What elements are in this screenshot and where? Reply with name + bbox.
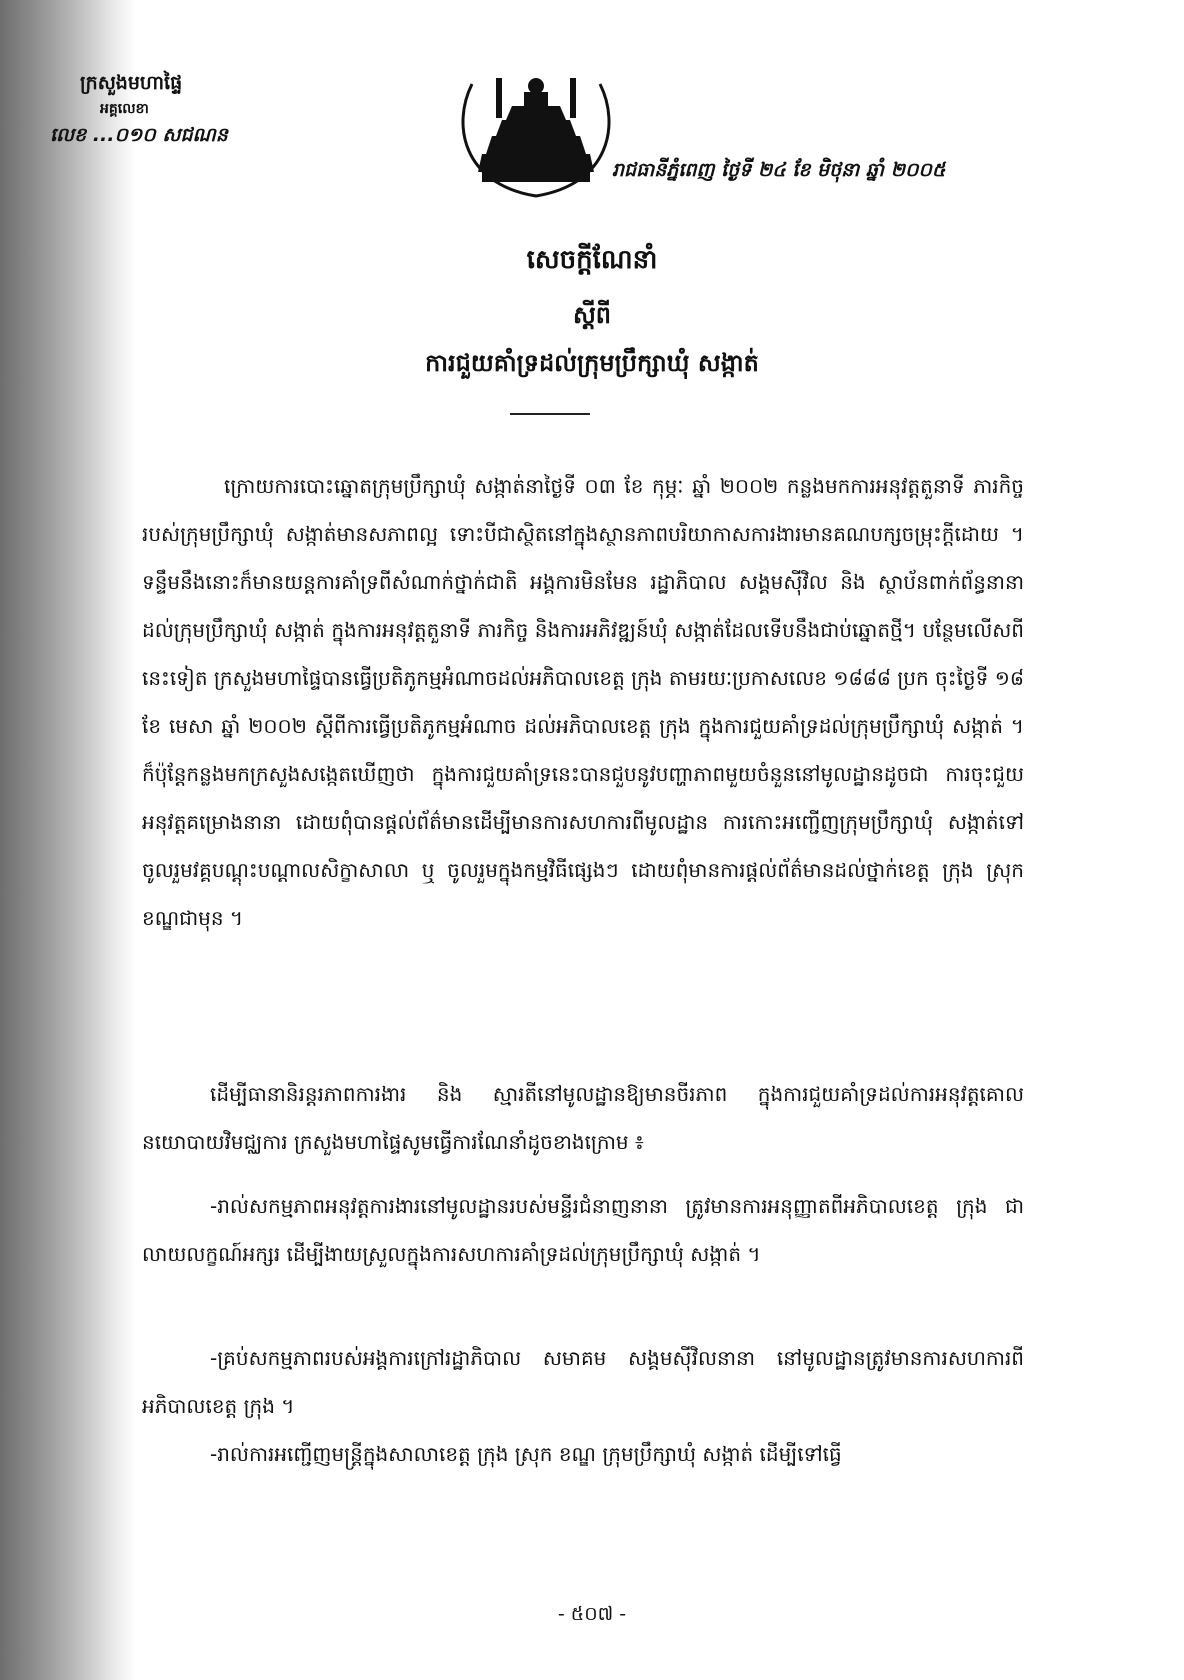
title-subject: ការជួយគាំទ្រដល់ក្រុមប្រឹក្សាឃុំ សង្កាត់ xyxy=(425,349,759,377)
ministry-name: ក្រសួងមហាផ្ទៃ xyxy=(80,72,183,94)
date-line: រាជធានីភ្នំពេញ ថ្ងៃទី ២៤ ខែ មិថុនា ឆ្នាំ ២០០៥ xyxy=(612,159,946,181)
page-number: - ៥០៧ - xyxy=(557,1603,627,1625)
document-title: សេចក្តីណែនាំ xyxy=(526,245,658,275)
instruction-item-1: -រាល់សកម្មភាពអនុវត្តការងារនៅមូលដ្ឋានរបស់មន្ទីរជំនាញនានា ត្រូវមានការអនុញ្ញាតពីអភិបាលខេត្ត ក្រុង ជាលាយលក្ខណ៍អក្សរ ដើម្បីងាយស្រួលក្នុងការសហការគាំទ្រដល់ក្រុមប្រឹក្សាឃុំ សង្កាត់ ។ xyxy=(142,1194,1024,1266)
instruction-item-3: -រាល់ការអញ្ជើញមន្ត្រីក្នុងសាលាខេត្ត ក្រុង ស្រុក ខណ្ឌ ក្រុមប្រឹក្សាឃុំ សង្កាត់ ដើម្បីទៅធ្វើ xyxy=(210,1442,842,1466)
title-subject-prefix: ស្តីពី xyxy=(572,301,612,329)
reference-number: លេខ ...០១០ សជណន xyxy=(50,124,228,146)
royal-emblem-icon xyxy=(452,64,620,206)
body-paragraph-1: ក្រោយការបោះឆ្នោតក្រុមប្រឹក្សាឃុំ សង្កាត់នាថ្ងៃទី ០៣ ខែ កុម្ភៈ ឆ្នាំ ២០០២ កន្លងមកការអនុវត្តតួនាទី ភារកិច្ច របស់ក្រុមប្រឹក្សាឃុំ សង្កាត់មានសភាពល្អ ទោះបីជាស្ថិតនៅក្នុងស្ថានភាពបរិយាកាសការងារមានគណបក្សចម្រុះក្តីដោយ ។ ទន្ទឹមនឹងនោះក៏មានយន្តការគាំទ្រពីសំណាក់ថ្នាក់ជាតិ អង្គការមិនមែន រដ្ឋាភិបាល សង្គមស៊ីវិល និង ស្ថាប័នពាក់ព័ន្ធនានា ដល់ក្រុមប្រឹក្សាឃុំ សង្កាត់ ក្នុងការអនុវត្តតួនាទី ភារកិច្ច និងការអភិវឌ្ឍន៍ឃុំ សង្កាត់ដែលទើបនឹងជាប់ឆ្នោតថ្មី។ បន្ថែមលើសពីនេះទៀត ក្រសួងមហាផ្ទៃបានធ្វើប្រតិភូកម្មអំណាចដល់អភិបាលខេត្ត ក្រុង តាមរយៈប្រកាសលេខ ១៨៨៨ ប្រក ចុះថ្ងៃទី ១៨ ខែ មេសា ឆ្នាំ ២០០២ ស្តីពីការធ្វើប្រតិភូកម្មអំណាច ដល់អភិបាលខេត្ត ក្រុង ក្នុងការជួយគាំទ្រដល់ក្រុមប្រឹក្សាឃុំ សង្កាត់ ។ ក៏ប៉ុន្តែកន្លងមកក្រសួងសង្កេតឃើញថា ក្នុងការជួយគាំទ្រនេះបានជួបនូវបញ្ហាភាពមួយចំនួននៅមូលដ្ឋានដូចជា ការចុះជួយអនុវត្តគម្រោងនានា ដោយពុំបានផ្តល់ព័ត៌មានដើម្បីមានការសហការពីមូលដ្ឋាន ការកោះអញ្ជើញក្រុមប្រឹក្សាឃុំ សង្កាត់ទៅចូលរួមវគ្គបណ្តុះបណ្តាលសិក្ខាសាលា ឬ ចូលរួមក្នុងកម្មវិធីផ្សេងៗ ដោយពុំមានការផ្តល់ព័ត៌មានដល់ថ្នាក់ខេត្ត ក្រុង ស្រុក ខណ្ឌជាមុន ។ xyxy=(142,474,1024,930)
instruction-item-2: -គ្រប់សកម្មភាពរបស់អង្គការក្រៅរដ្ឋាភិបាល សមាគម សង្គមស៊ីវិលនានា នៅមូលដ្ឋានត្រូវមានការសហការពីអភិបាលខេត្ត ក្រុង ។ xyxy=(142,1346,1024,1418)
department-name: អគ្គលេខា xyxy=(100,101,149,117)
body-paragraph-2: ដើម្បីធានានិរន្តរភាពការងារ និង ស្មារតីនៅមូលដ្ឋានឱ្យមានចីរភាព ក្នុងការជួយគាំទ្រដល់ការអនុវត្តគោលនយោបាយវិមជ្ឈការ ក្រសួងមហាផ្ទៃសូមធ្វើការណែនាំដូចខាងក្រោម ៖ xyxy=(142,1082,1024,1154)
title-divider xyxy=(510,413,590,415)
ministry-block xyxy=(50,70,300,148)
